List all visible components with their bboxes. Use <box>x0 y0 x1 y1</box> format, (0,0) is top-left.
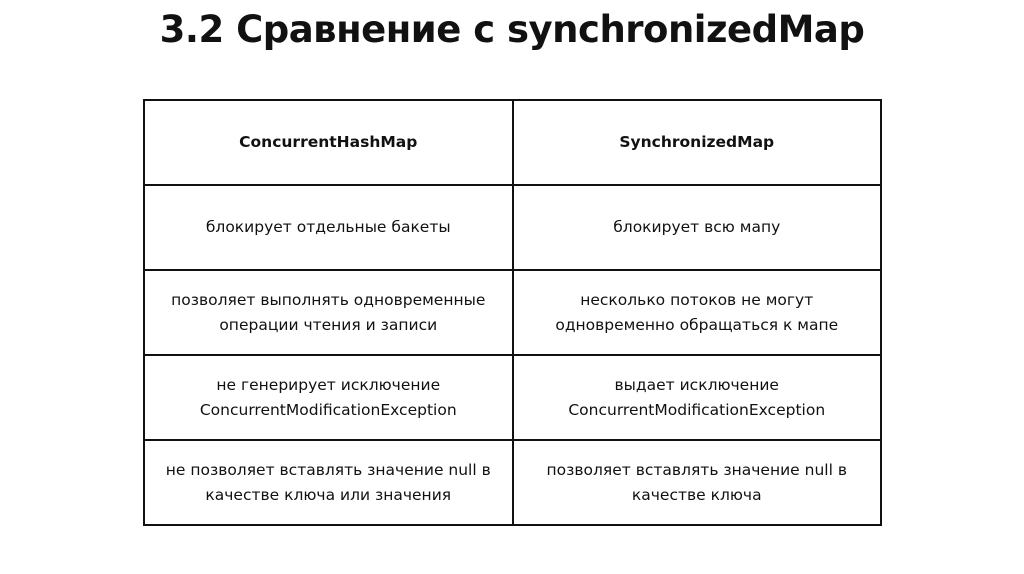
table-cell: не позволяет вставлять значение null в качестве ключа или значения <box>144 440 513 525</box>
column-header-synchronizedmap: SynchronizedMap <box>513 100 882 185</box>
table-row <box>144 270 881 355</box>
table-cell: позволяет вставлять значение null в качестве ключа <box>513 440 882 525</box>
table-cell: несколько потоков не могут одновременно обращаться к мапе <box>513 270 882 355</box>
table-cell: блокирует всю мапу <box>513 185 882 270</box>
table-body <box>144 185 881 525</box>
table-row <box>144 185 881 270</box>
table-header <box>144 100 881 185</box>
table-cell: не генерирует исключение ConcurrentModificationException <box>144 355 513 440</box>
table-cell: блокирует отдельные бакеты <box>144 185 513 270</box>
table-row <box>144 440 881 525</box>
header-row <box>144 100 881 185</box>
table-row <box>144 355 881 440</box>
table-cell: позволяет выполнять одновременные операции чтения и записи <box>144 270 513 355</box>
slide-title: 3.2 Сравнение с synchronizedMap <box>159 8 865 51</box>
column-header-concurrenthashmap: ConcurrentHashMap <box>144 100 513 185</box>
comparison-table <box>143 99 882 526</box>
table-cell: выдает исключение ConcurrentModificationException <box>513 355 882 440</box>
